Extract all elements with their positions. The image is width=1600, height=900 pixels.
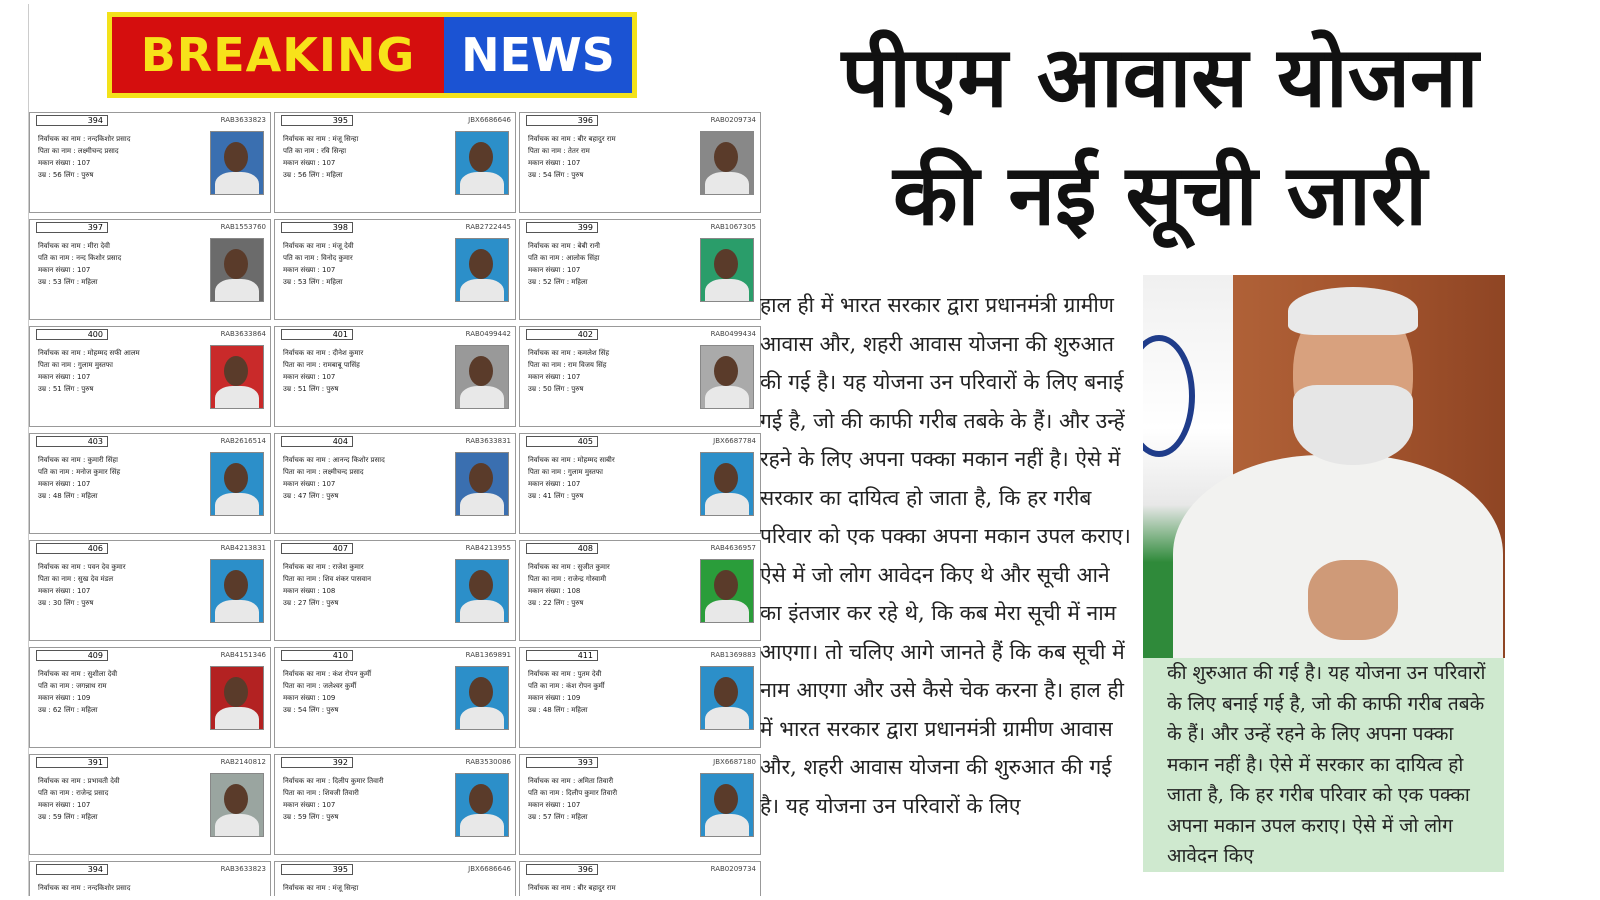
voter-serial: 406 bbox=[36, 543, 108, 554]
voter-card bbox=[519, 540, 761, 641]
voter-card bbox=[29, 433, 271, 534]
voter-detail-line: निर्वाचक का नाम : मंजू देवी bbox=[283, 242, 354, 250]
voter-id: RAB0209734 bbox=[710, 116, 756, 124]
voter-photo bbox=[210, 131, 264, 195]
voter-id: RAB1067305 bbox=[710, 223, 756, 231]
headline-line-2: की नई सूची जारी bbox=[893, 146, 1427, 244]
voter-detail-line: पिता का नाम : सुख देव मंडल bbox=[38, 575, 114, 583]
voter-serial: 399 bbox=[526, 222, 598, 233]
voter-detail-line: पिता का नाम : जलेश्वर कुर्मी bbox=[283, 682, 357, 690]
voter-photo bbox=[700, 131, 754, 195]
voter-id: RAB2616514 bbox=[220, 437, 266, 445]
voter-card bbox=[29, 326, 271, 427]
voter-detail-line: निर्वाचक का नाम : मोहम्मद साबीर bbox=[528, 456, 615, 464]
voter-detail-line: निर्वाचक का नाम : कुमारी सिंहा bbox=[38, 456, 118, 464]
voter-serial: 396 bbox=[526, 864, 598, 875]
voter-grid bbox=[29, 112, 765, 896]
voter-card bbox=[519, 219, 761, 320]
voter-detail-line: मकान संख्या : 108 bbox=[283, 587, 336, 595]
voter-card bbox=[274, 540, 516, 641]
voter-detail-line: मकान संख्या : 107 bbox=[283, 266, 336, 274]
voter-detail-line: पिता का नाम : लक्ष्मीचन्द प्रसाद bbox=[38, 147, 119, 155]
voter-detail-line: मकान संख्या : 107 bbox=[283, 480, 336, 488]
voter-id: RAB2140812 bbox=[220, 758, 266, 766]
voter-detail-line: मकान संख्या : 107 bbox=[38, 159, 91, 167]
voter-photo bbox=[700, 452, 754, 516]
voter-detail-line: पिता का नाम : तेतर राम bbox=[528, 147, 590, 155]
voter-photo bbox=[700, 345, 754, 409]
voter-serial: 401 bbox=[281, 329, 353, 340]
voter-detail-line: निर्वाचक का नाम : प्रभावती देवी bbox=[38, 777, 120, 785]
voter-detail-line: निर्वाचक का नाम : कमलेश सिंह bbox=[528, 349, 610, 357]
headline bbox=[760, 18, 1560, 254]
voter-detail-line: पति का नाम : राजेन्द्र प्रसाद bbox=[38, 789, 109, 797]
voter-detail-line: उम्र : 51 लिंग : पुरुष bbox=[283, 385, 339, 393]
voter-detail-line: निर्वाचक का नाम : सुशीला देवी bbox=[38, 670, 118, 678]
voter-detail-line: निर्वाचक का नाम : मीरा देवी bbox=[38, 242, 110, 250]
voter-detail-line: उम्र : 54 लिंग : पुरुष bbox=[283, 706, 339, 714]
voter-detail-line: मकान संख्या : 107 bbox=[528, 266, 581, 274]
voter-serial: 393 bbox=[526, 757, 598, 768]
voter-row bbox=[29, 326, 765, 433]
voter-row bbox=[29, 754, 765, 861]
voter-detail-line: निर्वाचक का नाम : दीनेश कुमार bbox=[283, 349, 364, 357]
voter-serial: 398 bbox=[281, 222, 353, 233]
article-excerpt-box: की शुरुआत की गई है। यह योजना उन परिवारों के लिए बनाई गई है, जो की काफी गरीब तबके के हैं। और उन्हें रहने के लिए अपना पक्का मकान नहीं है। ऐसे में सरकार का दायित्व हो जाता है, कि हर गरीब परिवार को एक पक्का अपना मकान उपल कराए। ऐसे में जो लोग आवेदन किए bbox=[1143, 658, 1504, 872]
voter-id: JBX6686646 bbox=[468, 116, 511, 124]
voter-id: RAB3633823 bbox=[220, 116, 266, 124]
voter-serial: 404 bbox=[281, 436, 353, 447]
voter-photo bbox=[455, 666, 509, 730]
voter-detail-line: निर्वाचक का नाम : आनन्द किशोर प्रसाद bbox=[283, 456, 385, 464]
voter-row bbox=[29, 540, 765, 647]
voter-card bbox=[29, 647, 271, 748]
voter-detail-line: पिता का नाम : राजेन्द्र गोस्वामी bbox=[528, 575, 607, 583]
voter-card bbox=[519, 861, 761, 896]
voter-detail-line: मकान संख्या : 107 bbox=[528, 801, 581, 809]
voter-serial: 395 bbox=[281, 115, 353, 126]
voter-serial: 410 bbox=[281, 650, 353, 661]
voter-photo bbox=[700, 559, 754, 623]
voter-detail-line: मकान संख्या : 107 bbox=[38, 587, 91, 595]
voter-detail-line: पति का नाम : दिलीप कुमार तिवारी bbox=[528, 789, 618, 797]
voter-card bbox=[519, 326, 761, 427]
voter-detail-line: मकान संख्या : 107 bbox=[283, 801, 336, 809]
voter-detail-line: उम्र : 52 लिंग : महिला bbox=[528, 278, 588, 286]
voter-detail-line: उम्र : 54 लिंग : पुरुष bbox=[528, 171, 584, 179]
voter-detail-line: पति का नाम : रवि सिन्हा bbox=[283, 147, 347, 155]
voter-id: RAB0499434 bbox=[710, 330, 756, 338]
voter-card bbox=[274, 219, 516, 320]
voter-detail-line: उम्र : 56 लिंग : पुरुष bbox=[38, 171, 94, 179]
voter-row bbox=[29, 112, 765, 219]
voter-detail-line: मकान संख्या : 107 bbox=[38, 266, 91, 274]
voter-detail-line: पिता का नाम : राम विजय सिंह bbox=[528, 361, 607, 369]
voter-serial: 392 bbox=[281, 757, 353, 768]
voter-photo bbox=[455, 238, 509, 302]
voter-photo bbox=[700, 666, 754, 730]
voter-detail-line: निर्वाचक का नाम : बीर बहादुर राम bbox=[528, 884, 616, 892]
voter-detail-line: मकान संख्या : 107 bbox=[38, 373, 91, 381]
voter-photo bbox=[700, 238, 754, 302]
voter-serial: 405 bbox=[526, 436, 598, 447]
voter-photo bbox=[210, 452, 264, 516]
voter-detail-line: उम्र : 22 लिंग : पुरुष bbox=[528, 599, 584, 607]
voter-id: JBX6687180 bbox=[713, 758, 756, 766]
voter-detail-line: निर्वाचक का नाम : बेबी रानी bbox=[528, 242, 600, 250]
voter-row bbox=[29, 647, 765, 754]
voter-detail-line: उम्र : 53 लिंग : महिला bbox=[283, 278, 343, 286]
voter-detail-line: उम्र : 41 लिंग : पुरुष bbox=[528, 492, 584, 500]
voter-detail-line: उम्र : 57 लिंग : महिला bbox=[528, 813, 588, 821]
voter-card bbox=[519, 433, 761, 534]
voter-list-image bbox=[28, 4, 765, 896]
voter-serial: 400 bbox=[36, 329, 108, 340]
voter-card bbox=[29, 861, 271, 896]
voter-detail-line: उम्र : 59 लिंग : महिला bbox=[38, 813, 98, 821]
article-body: हाल ही में भारत सरकार द्वारा प्रधानमंत्री ग्रामीण आवास और, शहरी आवास योजना की शुरुआत की गई है। यह योजना उन परिवारों के लिए बनाई गई है, जो की काफी गरीब तबके के हैं। और उन्हें रहने के लिए अपना पक्का मकान नहीं है। ऐसे में सरकार का दायित्व हो जाता है, कि हर गरीब परिवार को एक पक्का अपना मकान उपल कराए। ऐसे में जो लोग आवेदन किए थे और सूची आने का इंतजार कर रहे थे, कि कब मेरा सूची में नाम आएगा। तो चलिए आगे जानते हैं कि कब सूची में नाम आएगा और उसे कैसे चेक करना है। हाल ही में भारत सरकार द्वारा प्रधानमंत्री ग्रामीण आवास और, शहरी आवास योजना की शुरुआत की गई है। यह योजना उन परिवारों के लिए bbox=[760, 293, 1131, 818]
voter-id: RAB4151346 bbox=[220, 651, 266, 659]
voter-detail-line: पिता का नाम : शिव शंकर पासवान bbox=[283, 575, 371, 583]
voter-detail-line: उम्र : 47 लिंग : पुरुष bbox=[283, 492, 339, 500]
voter-detail-line: मकान संख्या : 107 bbox=[38, 801, 91, 809]
voter-photo bbox=[455, 452, 509, 516]
voter-detail-line: उम्र : 51 लिंग : पुरुष bbox=[38, 385, 94, 393]
voter-id: RAB3530086 bbox=[465, 758, 511, 766]
voter-serial: 408 bbox=[526, 543, 598, 554]
voter-id: JBX6687784 bbox=[713, 437, 756, 445]
voter-id: RAB4636957 bbox=[710, 544, 756, 552]
voter-detail-line: मकान संख्या : 109 bbox=[38, 694, 91, 702]
voter-serial: 407 bbox=[281, 543, 353, 554]
voter-id: RAB0499442 bbox=[465, 330, 511, 338]
banner-news: NEWS bbox=[444, 17, 632, 93]
voter-photo bbox=[455, 773, 509, 837]
voter-row bbox=[29, 861, 765, 896]
pm-photo bbox=[1143, 275, 1505, 658]
voter-detail-line: पति का नाम : मनोज कुमार सिंह bbox=[38, 468, 121, 476]
voter-card bbox=[274, 754, 516, 855]
voter-detail-line: उम्र : 30 लिंग : पुरुष bbox=[38, 599, 94, 607]
voter-detail-line: पिता का नाम : रामबाबू पासिंह bbox=[283, 361, 360, 369]
voter-detail-line: पिता का नाम : गुलाम मुस्तफा bbox=[38, 361, 113, 369]
voter-id: RAB3633831 bbox=[465, 437, 511, 445]
voter-id: RAB3633823 bbox=[220, 865, 266, 873]
voter-card bbox=[519, 112, 761, 213]
voter-detail-line: निर्वाचक का नाम : मंजू सिन्हा bbox=[283, 884, 359, 892]
voter-detail-line: उम्र : 62 लिंग : महिला bbox=[38, 706, 98, 714]
voter-detail-line: निर्वाचक का नाम : पुतम देवी bbox=[528, 670, 602, 678]
voter-id: RAB1553760 bbox=[220, 223, 266, 231]
voter-detail-line: निर्वाचक का नाम : दिलीप कुमार तिवारी bbox=[283, 777, 384, 785]
voter-detail-line: निर्वाचक का नाम : मंजू सिन्हा bbox=[283, 135, 359, 143]
voter-detail-line: निर्वाचक का नाम : बीर बहादुर राम bbox=[528, 135, 616, 143]
voter-serial: 402 bbox=[526, 329, 598, 340]
voter-detail-line: पति का नाम : कंश रोपन कुर्मी bbox=[528, 682, 605, 690]
voter-card bbox=[274, 647, 516, 748]
voter-detail-line: निर्वाचक का नाम : सुजीत कुमार bbox=[528, 563, 610, 571]
voter-detail-line: उम्र : 48 लिंग : महिला bbox=[528, 706, 588, 714]
voter-card bbox=[519, 647, 761, 748]
voter-card bbox=[274, 326, 516, 427]
voter-photo bbox=[455, 131, 509, 195]
voter-detail-line: मकान संख्या : 107 bbox=[38, 480, 91, 488]
voter-id: RAB0209734 bbox=[710, 865, 756, 873]
voter-photo bbox=[700, 773, 754, 837]
voter-id: RAB4213831 bbox=[220, 544, 266, 552]
voter-row bbox=[29, 219, 765, 326]
voter-serial: 394 bbox=[36, 115, 108, 126]
voter-serial: 409 bbox=[36, 650, 108, 661]
voter-detail-line: मकान संख्या : 109 bbox=[283, 694, 336, 702]
voter-id: RAB1369891 bbox=[465, 651, 511, 659]
voter-photo bbox=[455, 559, 509, 623]
voter-detail-line: पति का नाम : नन्द किशोर प्रसाद bbox=[38, 254, 122, 262]
voter-detail-line: पति का नाम : विनोद कुमार bbox=[283, 254, 353, 262]
voter-serial: 395 bbox=[281, 864, 353, 875]
voter-card bbox=[274, 861, 516, 896]
voter-detail-line: निर्वाचक का नाम : राजेश कुमार bbox=[283, 563, 364, 571]
voter-detail-line: निर्वाचक का नाम : नन्दकिशोर प्रसाद bbox=[38, 135, 131, 143]
voter-id: JBX6686646 bbox=[468, 865, 511, 873]
voter-card bbox=[29, 754, 271, 855]
voter-detail-line: पति का नाम : जगन्नाथ राम bbox=[38, 682, 107, 690]
voter-detail-line: मकान संख्या : 108 bbox=[528, 587, 581, 595]
voter-detail-line: मकान संख्या : 109 bbox=[528, 694, 581, 702]
voter-id: RAB1369883 bbox=[710, 651, 756, 659]
voter-card bbox=[29, 540, 271, 641]
voter-detail-line: पिता का नाम : गुलाम मुस्तफा bbox=[528, 468, 603, 476]
voter-photo bbox=[210, 238, 264, 302]
voter-id: RAB3633864 bbox=[220, 330, 266, 338]
voter-serial: 394 bbox=[36, 864, 108, 875]
voter-detail-line: निर्वाचक का नाम : अमिता तिवारी bbox=[528, 777, 614, 785]
voter-serial: 403 bbox=[36, 436, 108, 447]
voter-detail-line: पति का नाम : आलोक सिंहा bbox=[528, 254, 600, 262]
voter-detail-line: पिता का नाम : लक्ष्मीचन्द प्रसाद bbox=[283, 468, 364, 476]
voter-detail-line: उम्र : 56 लिंग : महिला bbox=[283, 171, 343, 179]
voter-detail-line: पिता का नाम : शिवजी तिवारी bbox=[283, 789, 359, 797]
voter-card bbox=[274, 433, 516, 534]
voter-row bbox=[29, 433, 765, 540]
voter-detail-line: निर्वाचक का नाम : मोहम्मद सफी आलम bbox=[38, 349, 140, 357]
voter-detail-line: मकान संख्या : 107 bbox=[283, 159, 336, 167]
voter-detail-line: उम्र : 48 लिंग : महिला bbox=[38, 492, 98, 500]
voter-photo bbox=[455, 345, 509, 409]
headline-line-1: पीएम आवास योजना bbox=[841, 28, 1479, 126]
voter-detail-line: निर्वाचक का नाम : कंश रोपन कुर्मी bbox=[283, 670, 372, 678]
voter-detail-line: उम्र : 27 लिंग : पुरुष bbox=[283, 599, 339, 607]
voter-photo bbox=[210, 345, 264, 409]
voter-id: RAB4213955 bbox=[465, 544, 511, 552]
voter-photo bbox=[210, 666, 264, 730]
voter-detail-line: निर्वाचक का नाम : पवन देव कुमार bbox=[38, 563, 126, 571]
voter-detail-line: मकान संख्या : 107 bbox=[283, 373, 336, 381]
voter-detail-line: मकान संख्या : 107 bbox=[528, 480, 581, 488]
voter-card bbox=[274, 112, 516, 213]
voter-card bbox=[29, 219, 271, 320]
voter-detail-line: उम्र : 50 लिंग : पुरुष bbox=[528, 385, 584, 393]
voter-serial: 391 bbox=[36, 757, 108, 768]
voter-detail-line: मकान संख्या : 107 bbox=[528, 159, 581, 167]
voter-id: RAB2722445 bbox=[465, 223, 511, 231]
voter-detail-line: मकान संख्या : 107 bbox=[528, 373, 581, 381]
voter-serial: 411 bbox=[526, 650, 598, 661]
voter-serial: 397 bbox=[36, 222, 108, 233]
voter-detail-line: निर्वाचक का नाम : नन्दकिशोर प्रसाद bbox=[38, 884, 131, 892]
banner-breaking: BREAKING bbox=[112, 17, 444, 93]
breaking-news-banner bbox=[107, 12, 637, 98]
voter-photo bbox=[210, 559, 264, 623]
voter-serial: 396 bbox=[526, 115, 598, 126]
voter-detail-line: उम्र : 59 लिंग : पुरुष bbox=[283, 813, 339, 821]
voter-detail-line: उम्र : 53 लिंग : महिला bbox=[38, 278, 98, 286]
voter-card bbox=[29, 112, 271, 213]
voter-photo bbox=[210, 773, 264, 837]
voter-card bbox=[519, 754, 761, 855]
